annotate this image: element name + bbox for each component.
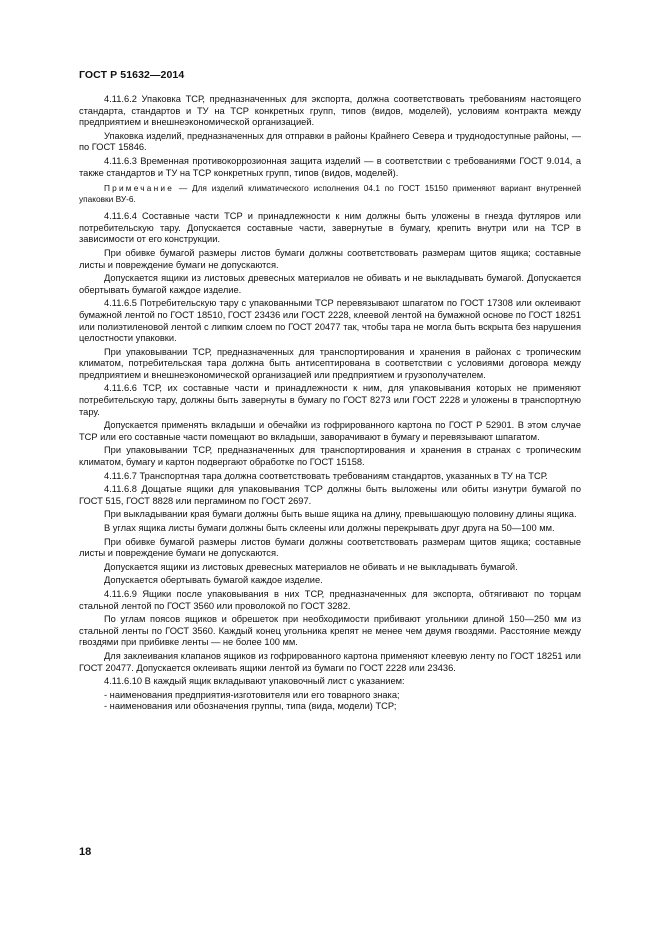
page-number: 18 [79,846,92,858]
note-label: Примечание [104,183,175,194]
paragraph: 4.11.6.3 Временная противокоррозионная защита изделий — в соответствии с требованиями ГОСТ 9.014, а также стандартов и ТУ на ТСР конкретных групп, типов (видов, моделей). [79,155,581,178]
paragraph: 4.11.6.7 Транспортная тара должна соответствовать требованиям стандартов, указанных в ТУ на ТСР. [104,470,548,481]
paragraph: При упаковывании ТСР, предназначенных для транспортирования и хранения в странах с тропическим климатом, бумагу и картон подвергают обработке по ГОСТ 15158. [79,445,581,468]
note [79,183,581,205]
paragraph: Допускается применять вкладыши и обечайки из гофрированного картона по ГОСТ Р 52901. В этом случае ТСР или его составные части помещают во вкладыши, заворачивают в бумагу и перевязывают шпагатом. [79,420,581,442]
paragraph: При обивке бумагой размеры листов бумаги должны соответствовать размерам щитов ящика; составные листы и повреждение бумаги не допускаются. [79,247,581,270]
list-item: - наименования или обозначения группы, типа (вида, модели) ТСР; [104,701,397,712]
paragraph: По углам поясов ящиков и обрешеток при необходимости прибивают угольники длиной 150—250 мм из стальной ленты по ГОСТ 3560. Каждый конец угольника крепят не менее чем двумя гвоздями. Расстояние между гвоздями при прибивке ленты — не более 100 мм. [79,614,581,648]
paragraph: Упаковка изделий, предназначенных для отправки в районы Крайнего Севера и труднодоступные районы, — по ГОСТ 15846. [79,130,581,153]
paragraph: 4.11.6.6 ТСР, их составные части и принадлежности к ним, для упаковывания которых не применяют потребительскую тару, должны быть завернуты в бумагу по ГОСТ 8273 или ГОСТ 2228 и уложены в транспортную тару. [79,383,581,417]
paragraph: 4.11.6.10 В каждый ящик вкладывают упаковочный лист с указанием: [104,676,405,687]
document-header: ГОСТ Р 51632—2014 [79,69,185,81]
note-text: — Для изделий климатического исполнения 04.1 по ГОСТ 15150 применяют вариант внутренней упаковки ВУ-6. [79,183,581,205]
paragraph: При обивке бумагой размеры листов бумаги должны соответствовать размерам щитов ящика; составные листы и повреждение бумаги не допускаются. [79,536,581,559]
paragraph: Допускается обертывать бумагой каждое изделие. [104,575,323,586]
paragraph: При упаковывании ТСР, предназначенных для транспортирования и хранения в районах с тропическим климатом, потребительская тара должна быть антисептирована в соответствии с условиями договора между предприятием и внешнеэкономической организацией или предприятием и грузополучателем. [79,346,581,380]
paragraph: В углах ящика листы бумаги должны быть склеены или должны перекрывать друг друга на 50—100 мм. [104,523,555,533]
paragraph: Допускается ящики из листовых древесных материалов не обивать и не выкладывать бумагой. [104,561,518,572]
paragraph: 4.11.6.2 Упаковка ТСР, предназначенных для экспорта, должна соответствовать требованиям настоящего стандарта, стандартов и ТУ на ТСР конкретных групп, типов (видов, моделей), условиям контракта между предприятием и внешнеэкономической организацией. [79,94,581,128]
paragraph: При выкладывании края бумаги должны быть выше ящика на длину, превышающую половину длины ящика. [104,509,577,520]
paragraph: Допускается ящики из листовых древесных материалов не обивать и не выкладывать бумагой. Допускается обертывать бумагой каждое изделие. [79,273,581,295]
paragraph: Для заклеивания клапанов ящиков из гофрированного картона применяют клеевую ленту по ГОСТ 18251 или ГОСТ 20477. Допускается оклеивать ящики лентой из бумаги по ГОСТ 2228 или 23436. [79,650,581,673]
paragraph: 4.11.6.9 Ящики после упаковывания в них ТСР, предназначенных для экспорта, обтягивают по торцам стальной лентой по ГОСТ 3560 или проволокой по ГОСТ 3282. [79,588,581,611]
document-body [79,94,581,713]
paragraph: 4.11.6.4 Составные части ТСР и принадлежности к ним должны быть уложены в гнезда футляров или потребительскую тару. Допускается составные части, завернутые в бумагу, крепить внутри или на ТСР в зависимости от его конструкции. [79,211,581,245]
paragraph: 4.11.6.5 Потребительскую тару с упакованными ТСР перевязывают шпагатом по ГОСТ 17308 или оклеивают бумажной лентой по ГОСТ 18510, ГОСТ 23436 или ГОСТ 2228, клеевой лентой на бумажной основе по ГОСТ 18251 или полиэтиленовой лентой с липким слоем по ГОСТ 20477 так, чтобы тара не могла быть вскрыта без нарушения целостности упаковки. [79,298,581,344]
paragraph: 4.11.6.8 Дощатые ящики для упаковывания ТСР должны быть выложены или обиты изнутри бумагой по ГОСТ 515, ГОСТ 8828 или пергамином по ГОСТ 2697. [79,484,581,506]
list-item: - наименования предприятия-изготовителя или его товарного знака; [104,689,400,700]
